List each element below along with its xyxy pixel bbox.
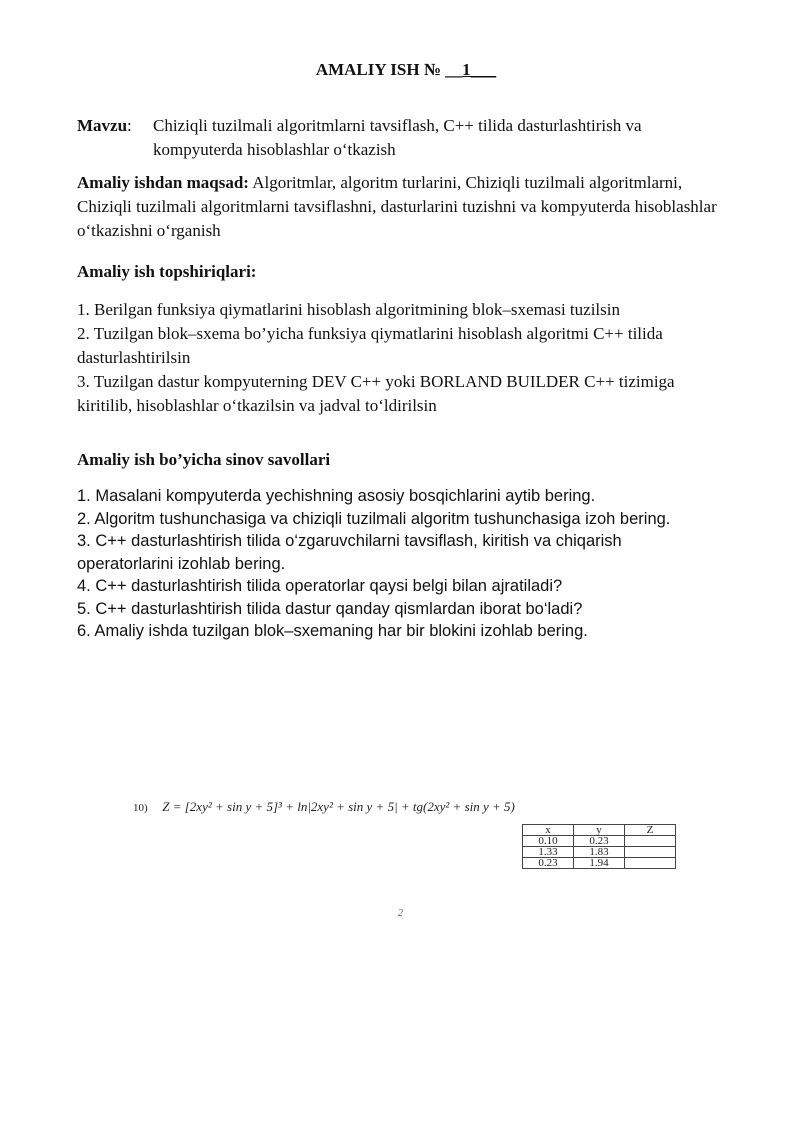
mavzu-colon: : [127,116,132,135]
topshiriqlar-heading: Amaliy ish topshiriqlari: [77,262,257,281]
list-item: 4. C++ dasturlashtirish tilida operatorlar qaysi belgi bilan ajratiladi? [77,577,563,595]
savollar-heading: Amaliy ish bo’yicha sinov savollari [77,450,331,469]
table-row [523,836,676,847]
page-number: 2 [398,908,403,919]
maqsad-text: Algoritmlar, algoritm turlarini, Chiziqli tuzilmali algoritmlarni, Chiziqli tuzilmali algoritmlarni tavsiflashni, dasturlarini tuzishni va kompyuterda hisoblashlar o‘tkazishni o‘rganish [77,173,717,240]
table-row [523,858,676,869]
table-cell: 0.23 [523,858,574,869]
maqsad-label: Amaliy ishdan maqsad: [77,173,249,192]
list-item: 6. Amaliy ishda tuzilgan blok–sxemaning har bir blokini izohlab bering. [77,622,588,640]
list-item: 1. Berilgan funksiya qiymatlarini hisoblash algoritmining blok–sxemasi tuzilsin [77,300,620,319]
table-cell: 0.23 [574,836,625,847]
title-number: 1___ [462,60,497,79]
table-cell: 1.83 [574,847,625,858]
table-cell: 0.10 [523,836,574,847]
formula [133,799,633,815]
table-cell: 1.94 [574,858,625,869]
mavzu-label: Mavzu [77,116,128,135]
list-item: 1. Masalani kompyuterda yechishning asosiy bosqichlarini aytib bering. [77,487,596,505]
savollar-list [77,485,737,643]
list-item: 2. Tuzilgan blok–sxema bo’yicha funksiya qiymatlarini hisoblash algoritmi C++ tilida dasturlashtirilsin [77,324,663,367]
list-item: 5. C++ dasturlashtirish tilida dastur qanday qismlardan iborat bo‘ladi? [77,599,583,618]
list-item: 2. Algoritm tushunchasiga va chiziqli tuzilmali algoritm tushunchasiga izoh bering. [77,509,671,528]
table-cell [625,847,676,858]
table-cell: 1.33 [523,847,574,858]
formula-number: 10) [133,802,148,814]
topshiriqlar-list [77,298,727,418]
table-header-row [523,825,676,836]
table-header-x: x [523,825,574,836]
mavzu-line-2: kompyuterda hisoblashlar o‘tkazish [153,140,396,159]
table-header-y: y [574,825,625,836]
list-item: 3. C++ dasturlashtirish tilida o‘zgaruvchilarni tavsiflash, kiritish va chiqarish operatorlarini izohlab bering. [77,532,622,573]
mavzu-section [77,114,727,162]
mavzu-line-1: Chiziqli tuzilmali algoritmlarni tavsiflash, C++ tilida dasturlashtirish va [153,116,642,135]
values-table [522,824,676,869]
list-item: 3. Tuzilgan dastur kompyuterning DEV C++ yoki BORLAND BUILDER C++ tizimiga kiritilib, hisoblashlar o‘tkazilsin va jadval to‘ldirilsin [77,372,675,415]
page-title [0,60,800,80]
table-header-z: Z [625,825,676,836]
formula-expression: Z = [2xy² + sin y + 5]³ + ln|2xy² + sin y + 5| + tg(2xy² + sin y + 5) [162,799,515,814]
title-prefix: AMALIY ISH № __ [315,60,463,79]
maqsad-section [77,171,727,243]
table-cell [625,858,676,869]
table-row [523,847,676,858]
table-cell [625,836,676,847]
